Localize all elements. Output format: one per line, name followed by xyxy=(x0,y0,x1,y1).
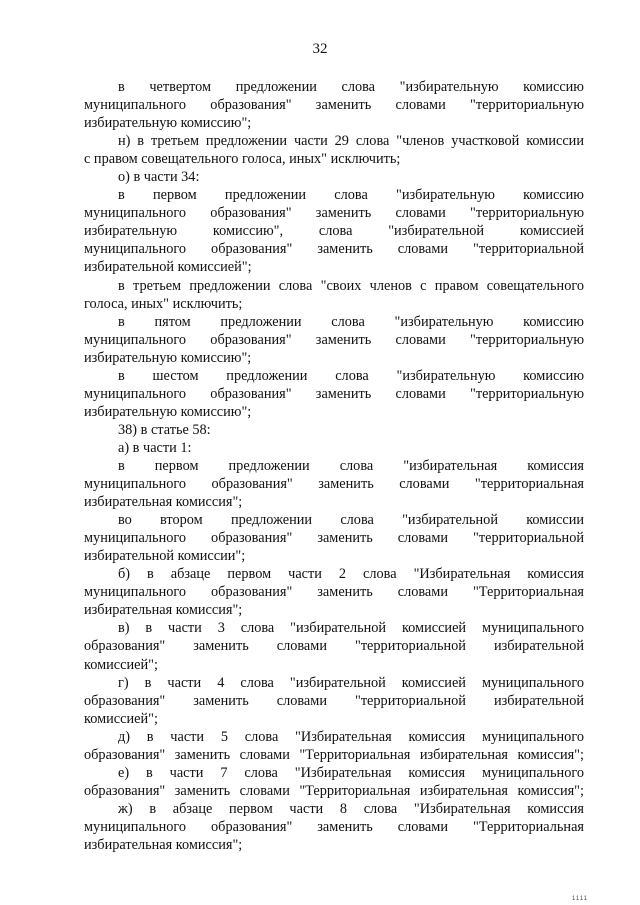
text-line: избирательной комиссией"; xyxy=(84,259,252,276)
text-line: в) в части 3 слова "избирательной комиссией муниципального xyxy=(118,620,584,637)
text-line: избирательная комиссия"; xyxy=(84,836,243,853)
footer-mark: 1111 xyxy=(572,896,589,902)
text-line: г) в части 4 слова "избирательной комиссией муниципального xyxy=(118,674,584,691)
text-line: б) в абзаце первом части 2 слова "Избирательная комиссия xyxy=(118,566,584,583)
document-body xyxy=(84,78,584,854)
text-line: во втором предложении слова "избирательной комиссии xyxy=(118,512,584,529)
text-line: образования" заменить словами "территориальной избирательной xyxy=(84,692,584,709)
text-line: избирательную комиссию", слова "избирательной комиссией xyxy=(84,223,584,240)
text-line: о) в части 34: xyxy=(118,169,200,186)
text-line: образования" заменить словами "Территориальная избирательная комиссия"; xyxy=(84,746,584,763)
text-line: образования" заменить словами "территориальной избирательной xyxy=(84,638,584,655)
text-line: избирательную комиссию"; xyxy=(84,403,252,420)
text-line: с правом совещательного голоса, иных" исключить; xyxy=(84,151,401,168)
text-line: н) в третьем предложении части 29 слова "членов участковой комиссии xyxy=(118,133,584,150)
text-line: муниципального образования" заменить словами "территориальной xyxy=(84,241,584,258)
text-line: д) в части 5 слова "Избирательная комиссия муниципального xyxy=(118,728,584,745)
text-line: избирательная комиссия"; xyxy=(84,602,243,619)
text-line: комиссией"; xyxy=(84,710,158,727)
text-line: комиссией"; xyxy=(84,656,158,673)
text-line: ж) в абзаце первом части 8 слова "Избирательная комиссия xyxy=(118,800,584,817)
text-line: избирательная комиссия"; xyxy=(84,494,243,511)
text-line: муниципального образования" заменить словами "Территориальная xyxy=(84,584,584,601)
text-line: образования" заменить словами "Территориальная избирательная комиссия"; xyxy=(84,782,584,799)
text-line: муниципального образования" заменить словами "территориальная xyxy=(84,476,584,493)
text-line: муниципального образования" заменить словами "Территориальная xyxy=(84,818,584,835)
text-line: избирательной комиссии"; xyxy=(84,548,246,565)
text-line: муниципального образования" заменить словами "территориальной xyxy=(84,530,584,547)
text-line: голоса, иных" исключить; xyxy=(84,295,243,312)
text-line: в пятом предложении слова "избирательную комиссию xyxy=(118,313,584,330)
text-line: избирательную комиссию"; xyxy=(84,349,252,366)
text-line: е) в части 7 слова "Избирательная комиссия муниципального xyxy=(118,764,584,781)
text-line: муниципального образования" заменить словами "территориальную xyxy=(84,97,584,114)
text-line: в первом предложении слова "избирательную комиссию xyxy=(118,187,584,204)
text-line: муниципального образования" заменить словами "территориальную xyxy=(84,385,584,402)
text-line: 38) в статье 58: xyxy=(118,421,211,438)
text-line: в первом предложении слова "избирательная комиссия xyxy=(118,457,584,474)
text-line: муниципального образования" заменить словами "территориальную xyxy=(84,205,584,222)
page-number: 32 xyxy=(312,41,328,57)
text-line: в шестом предложении слова "избирательную комиссию xyxy=(118,367,584,384)
text-line: муниципального образования" заменить словами "территориальную xyxy=(84,331,584,348)
text-line: в третьем предложении слова "своих членов с правом совещательного xyxy=(118,277,584,294)
text-line: а) в части 1: xyxy=(118,439,192,456)
text-line: избирательную комиссию"; xyxy=(84,115,252,132)
text-line: в четвертом предложении слова "избирательную комиссию xyxy=(118,79,584,95)
